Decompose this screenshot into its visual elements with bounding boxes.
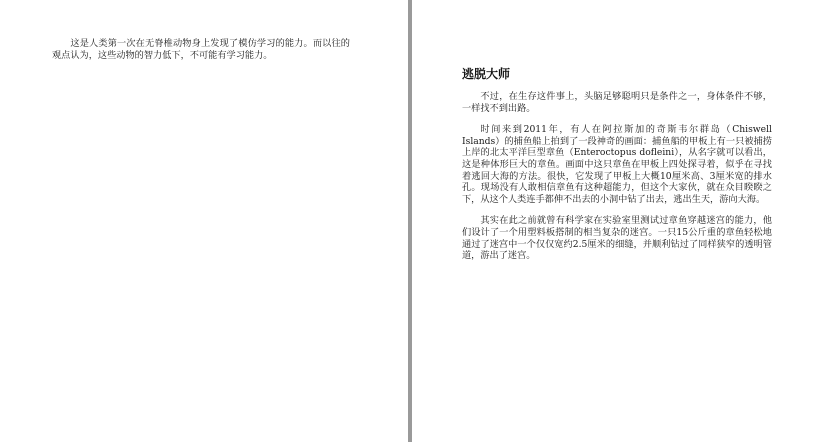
- right-page: [412, 0, 820, 442]
- section-title: 逃脱大师: [462, 67, 511, 81]
- paragraph-1: 不过，在生存这件事上，头脑足够聪明只是条件之一，身体条件不够，一样找不到出路。: [462, 91, 772, 114]
- left-paragraph: 这是人类第一次在无脊椎动物身上发现了模仿学习的能力。而以往的观点认为，这些动物的智力低下，不可能有学习能力。: [52, 38, 350, 61]
- left-page: [0, 0, 408, 442]
- paragraph-3: 其实在此之前就曾有科学家在实验室里测试过章鱼穿越迷宫的能力，他们设计了一个用塑料板搭制的相当复杂的迷宫。一只15公斤重的章鱼轻松地通过了迷宫中一个仅仅宽约2.5厘米的细缝，并顺利钻过了同样狭窄的透明管道，游出了迷宫。: [462, 215, 772, 262]
- right-page-text: [462, 91, 772, 262]
- left-page-text: [52, 38, 350, 61]
- paragraph-2: 时间来到2011年，有人在阿拉斯加的奇斯韦尔群岛（Chiswell Islands）的捕鱼船上拍到了一段神奇的画面：捕鱼船的甲板上有一只被捕捞上岸的北太平洋巨型章鱼（Enteroctopus dofleini），从名字就可以看出，这是种体形巨大的章鱼。画面中这只章鱼在甲板上四处探寻着，似乎在寻找着逃回大海的方法。很快，它发现了甲板上大概10厘米高、3厘米宽的排水孔。现场没有人敢相信章鱼有这种超能力，但这个大家伙，就在众目睽睽之下，从这个人类连手都伸不出去的小洞中钻了出去，逃出生天，游向大海。: [462, 124, 772, 205]
